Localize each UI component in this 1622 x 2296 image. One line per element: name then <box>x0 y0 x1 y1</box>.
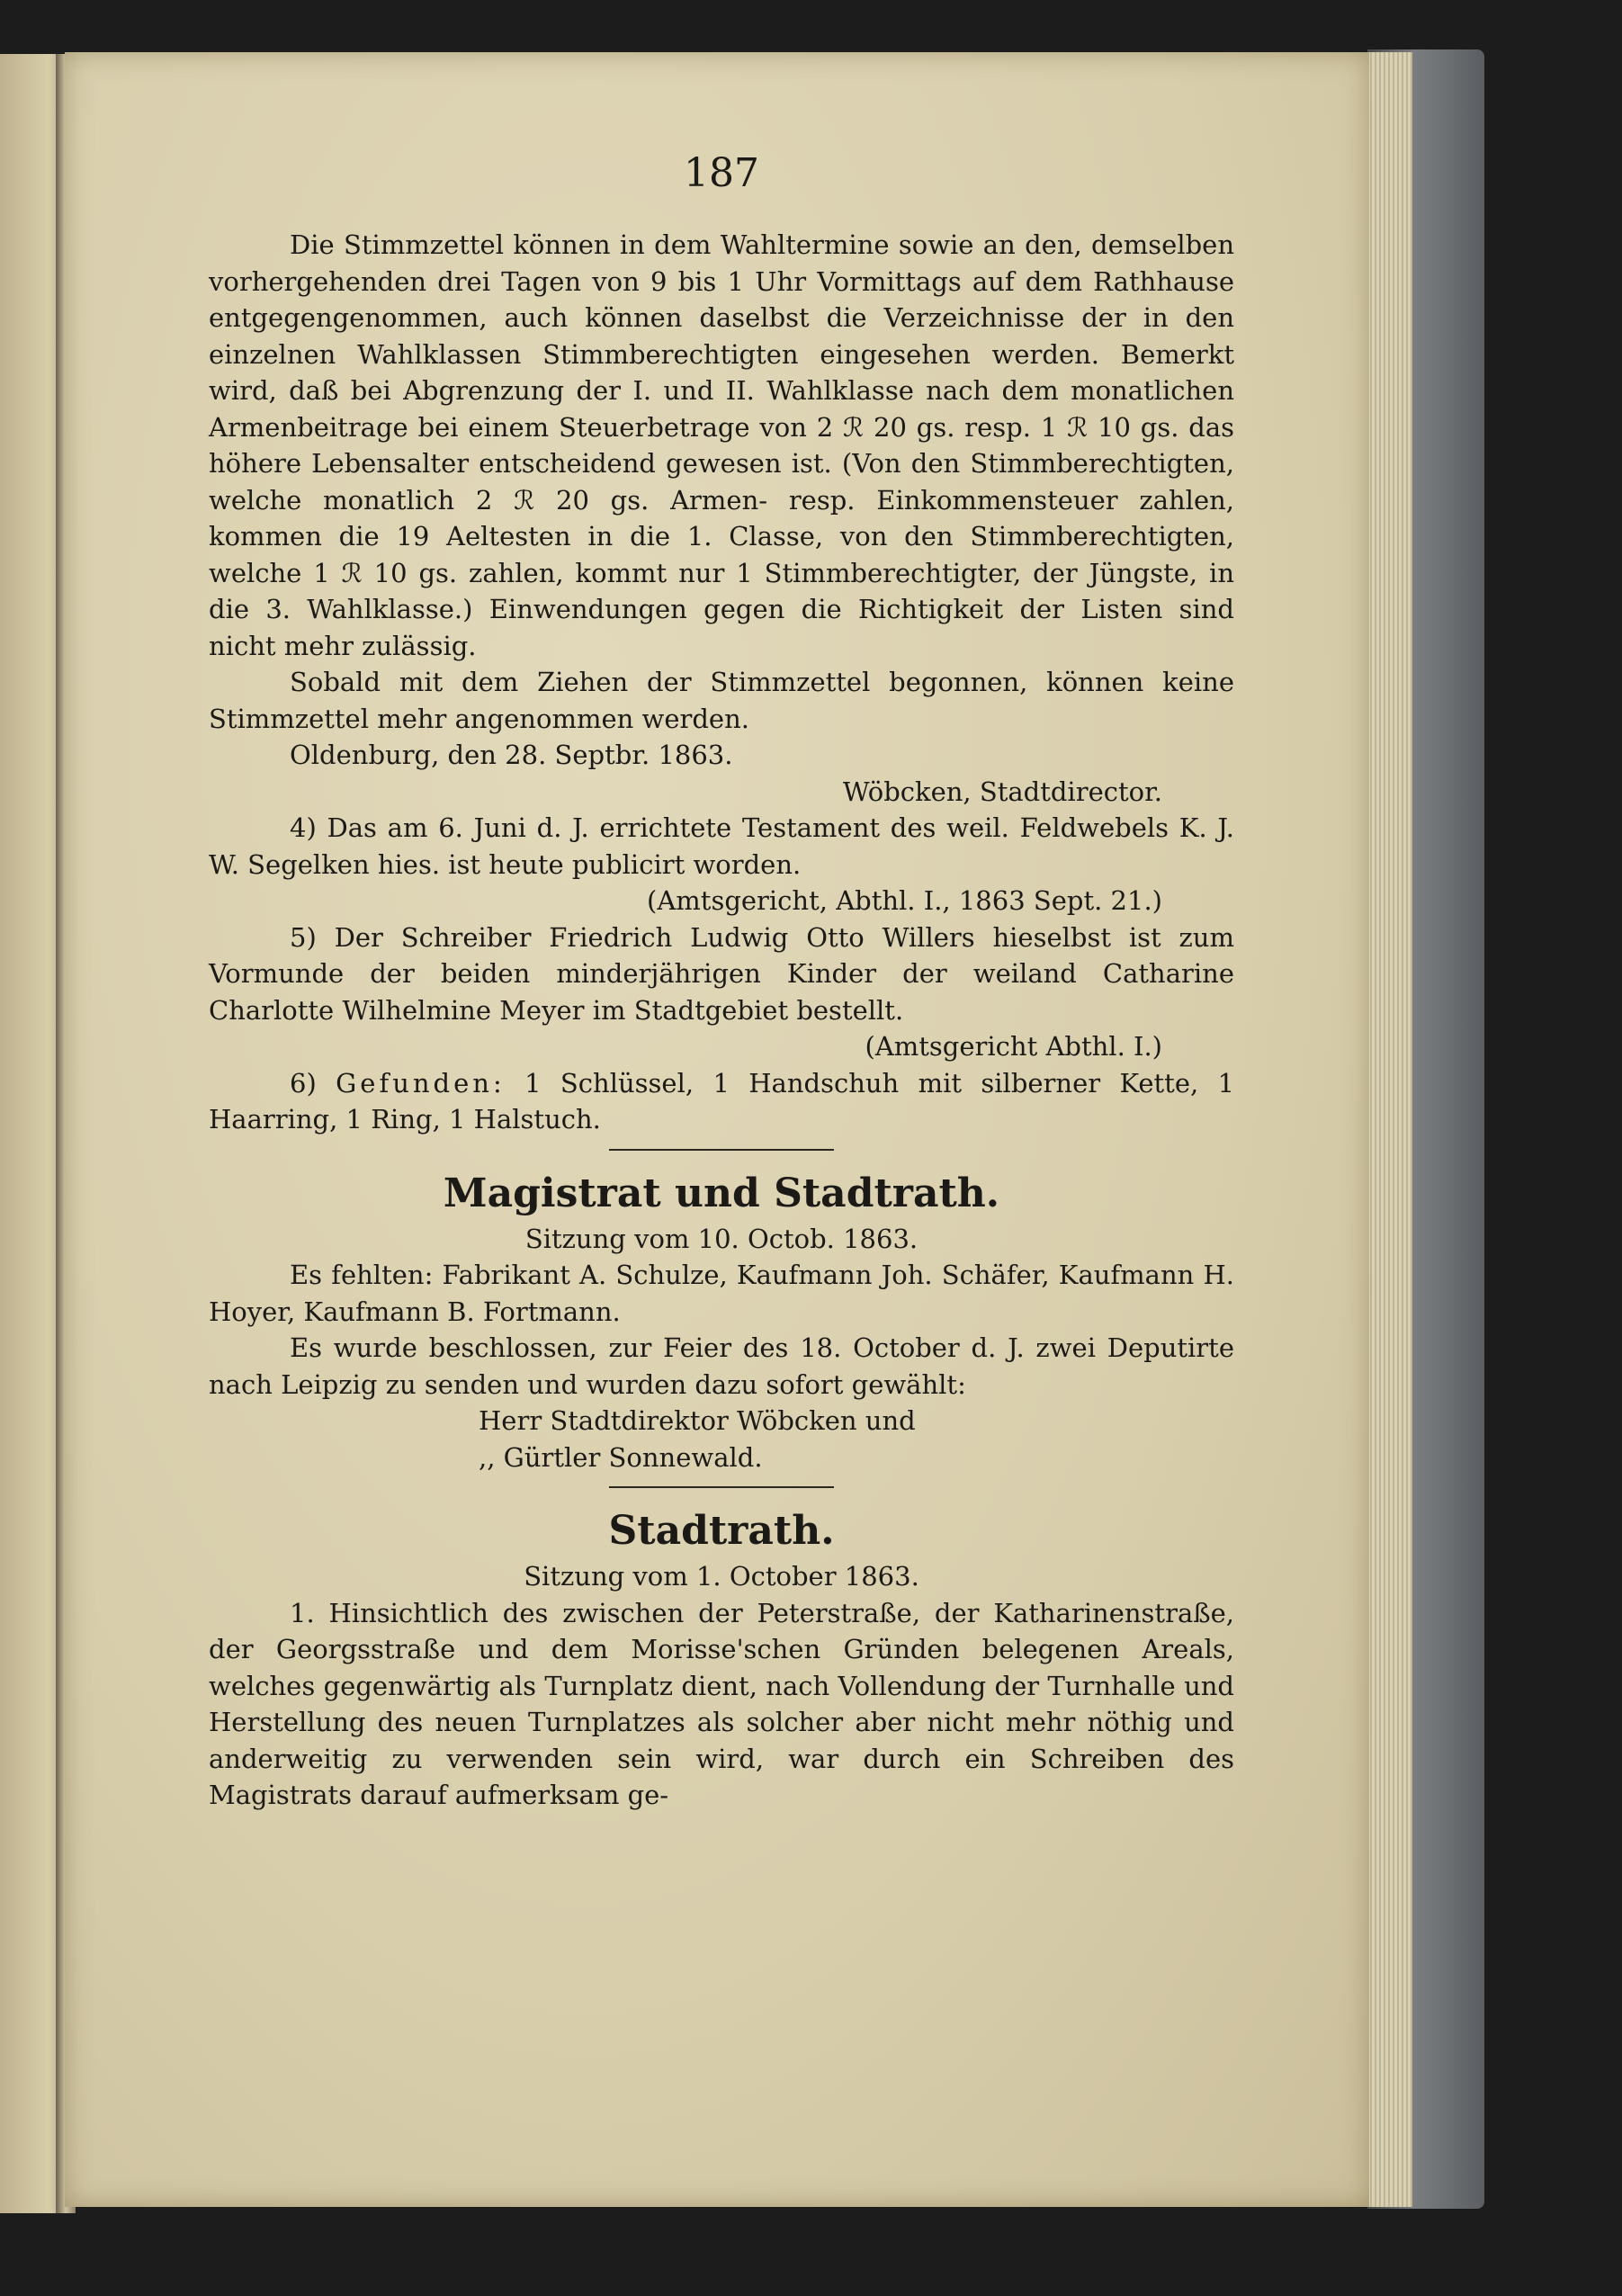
book-page <box>65 52 1369 2207</box>
elected-member-2: ,, Gürtler Sonnewald. <box>479 1441 763 1473</box>
session-date-1: Sitzung vom 10. Octob. 1863. <box>524 1223 919 1254</box>
notice-item-4: 4) Das am 6. Juni d. J. errichtete Testament des weil. Feldwebels K. J. W. Segelken hies. ist heute publicirt worden. <box>209 812 1234 880</box>
absent-members: Es fehlten: Fabrikant A. Schulze, Kaufmann Joh. Schäfer, Kaufmann H. Hoyer, Kaufmann B. Fortmann. <box>209 1260 1234 1327</box>
page-number: 187 <box>684 150 759 196</box>
paragraph-ballot-closing: Sobald mit dem Ziehen der Stimmzettel begonnen, können keine Stimmzettel mehr angenommen werden. <box>209 667 1234 734</box>
notice-item-6-prefix: 6) <box>290 1067 317 1099</box>
place-date: Oldenburg, den 28. Septbr. 1863. <box>290 740 733 770</box>
page-content <box>209 151 1234 1814</box>
notice-item-6-text: 1 Schlüssel, 1 Handschuh mit silberner Kette, 1 Haarring, 1 Ring, 1 Halstuch. <box>209 1067 1235 1135</box>
elected-member-1: Herr Stadtdirektor Wöbcken und <box>479 1405 916 1436</box>
notice-item-5: 5) Der Schreiber Friedrich Ludwig Otto Willers hieselbst ist zum Vormunde der beiden minderjährigen Kinder der weiland Catharine Charlotte Wilhelmine Meyer im Stadtgebiet bestellt. <box>209 921 1234 1026</box>
council-item-1: 1. Hinsichtlich des zwischen der Peterstraße, der Katharinenstraße, der Georgsstraße und dem Morisse'schen Gründen belegenen Areals, welches gegenwärtig als Turnplatz dient, nach Vollendung der Turnhalle und Herstellung des neuen Turnplatzes als solcher aber nicht mehr nöthig und anderweitig zu verwenden sein wird, war durch ein Schreiben des Magistrats darauf aufmerksam ge- <box>209 1597 1234 1810</box>
notice-item-4-source: (Amtsgericht, Abthl. I., 1863 Sept. 21.) <box>647 885 1162 916</box>
notice-item-5-source: (Amtsgericht Abthl. I.) <box>865 1031 1162 1062</box>
notice-item-6-label: Gefunden: <box>336 1067 506 1099</box>
signature-stadtdirector: Wöbcken, Stadtdirector. <box>842 776 1162 807</box>
notice-item-6 <box>209 1065 1234 1138</box>
heading-magistrat-stadtrath: Magistrat und Stadtrath. <box>443 1170 1000 1216</box>
section-divider-2 <box>609 1486 834 1488</box>
resolution-text: Es wurde beschlossen, zur Feier des 18. October d. J. zwei Deputirte nach Leipzig zu senden und wurden dazu sofort gewählt: <box>209 1332 1234 1400</box>
paragraph-ballots: Die Stimmzettel können in dem Wahltermine sowie an den, demselben vorhergehenden drei Tagen von 9 bis 1 Uhr Vormittags auf dem Rathhause entgegengenommen, auch können daselbst die Verzeichnisse der in den einzelnen Wahlklassen Stimmberechtigten eingesehen werden. Bemerkt wird, daß bei Abgrenzung der I. und II. Wahlklasse nach dem monatlichen Armenbeitrage bei einem Steuerbetrage von 2 ℛ 20 gs. resp. 1 ℛ 10 gs. das höhere Lebensalter entscheidend gewesen ist. (Von den Stimmberechtigten, welche monatlich 2 ℛ 20 gs. Armen- resp. Einkommensteuer zahlen, kommen die 19 Aeltesten in die 1. Classe, von den Stimmberechtigten, welche 1 ℛ 10 gs. zahlen, kommt nur 1 Stimmberechtigter, der Jüngste, in die 3. Wahlklasse.) Einwendungen gegen die Richtigkeit der Listen sind nicht mehr zulässig. <box>209 229 1234 661</box>
heading-stadtrath: Stadtrath. <box>608 1508 835 1554</box>
section-divider <box>609 1149 834 1151</box>
session-date-2: Sitzung vom 1. October 1863. <box>524 1561 919 1592</box>
